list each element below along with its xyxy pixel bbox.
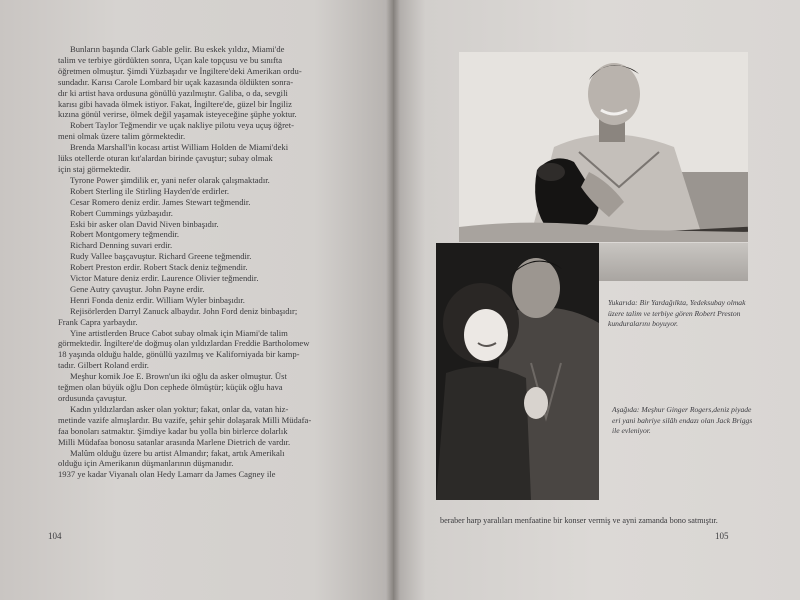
text-line: Victor Mature deniz erdir. Laurence Olivier teğmendir. — [70, 273, 259, 284]
text-line: Rejisörlerden Darryl Zanuck albaydır. John Ford deniz binbaşıdır; — [70, 305, 298, 316]
text-line: görmektedir. İngiltere'de doğmuş olan yıldızlardan Freddie Bartholomew — [58, 338, 310, 349]
text-line: Yine artistlerden Bruce Cabot subay olmak için Miami'de talim — [70, 327, 288, 338]
text-line: 1937 ye kadar Viyanalı olan Hedy Lamarr da James Cagney ile — [58, 469, 276, 480]
text-line: Gene Autry çavuştur. John Payne erdir. — [70, 283, 205, 294]
text-line: Robert Montgomery teğmendir. — [70, 229, 180, 240]
book-gutter — [386, 0, 400, 600]
text-line: Henri Fonda deniz erdir. William Wyler binbaşıdır. — [70, 294, 245, 305]
text-line: olduğu için Amerikanın düşmanlarının düşmanıdır. — [58, 458, 234, 469]
text-line: Milli Müdafaa bonosu satanlar arasında Marlene Dietrich de vardır. — [58, 436, 291, 447]
text-line: teğmen olan büyük oğlu Don cephede ölmüştür; küçük oğlu hava — [58, 382, 283, 393]
text-line: Frank Capra yarbaydır. — [58, 316, 138, 327]
text-line: Kadın yıldızlardan asker olan yoktur; fakat, onlar da, vatan hiz- — [70, 403, 289, 414]
text-line: tadır. Gilbert Roland erdir. — [58, 360, 149, 371]
text-line: Malûm olduğu üzere bu artist Almandır; fakat, artık Amerikalı — [70, 447, 285, 458]
text-line: için staj görmektedir. — [58, 163, 131, 174]
text-line: Rudy Vallee başçavuştur. Richard Greene teğmendir. — [70, 251, 252, 262]
right-page-bottom-text: beraber harp yaralıları menfaatine bir konser vermiş ve ayni zamanda bono satmıştır. — [440, 516, 718, 525]
text-line: Robert Sterling ile Stirling Hayden'de erdirler. — [70, 185, 230, 196]
text-line: öğretmen olmuştur. Şimdi Yüzbaşıdır ve İngiltere'deki Amerikan ordu- — [58, 65, 302, 76]
text-line: kızına gönül verirse, ölmek değil yaşamak isteyeceğine şüphe yoktur. — [58, 109, 297, 120]
text-line: Cesar Romero deniz erdir. James Stewart teğmendir. — [70, 196, 251, 207]
text-line: Robert Cummings yüzbaşıdır. — [70, 207, 173, 218]
text-line: metinde vazife almışlardır. Bu vazife, şehir şehir dolaşarak Milli Müdafa- — [58, 414, 312, 425]
text-line: ordusunda çavuştur. — [58, 393, 127, 403]
text-line: Tyrone Power şimdilik er, yani nefer olarak çalışmaktadır. — [70, 174, 270, 185]
photo-robert-preston — [459, 52, 748, 242]
text-line: 18 yaşında olduğu halde, gönüllü yazılmış ve Kaliforniyada bir kamp- — [58, 349, 300, 360]
photo-ginger-rogers-wedding — [436, 243, 599, 500]
left-page-text — [58, 44, 364, 480]
text-line: meni olmak üzere talim görmektedir. — [58, 131, 186, 142]
text-line: faa bonoları satmaktır. Şimdiye kadar bu yolla bin birlerce dolarlık — [58, 425, 288, 436]
photo-overlap-strip — [599, 243, 748, 281]
right-page-number: 105 — [715, 531, 729, 541]
text-line: sundadır. Karısı Carole Lombard bir uçak kazasında öldükten sonra- — [58, 76, 294, 87]
text-line: Robert Taylor Teğmendir ve uçak nakliye pilotu veya uçuş öğret- — [70, 120, 294, 131]
left-page-number: 104 — [48, 531, 62, 541]
text-line: karısı gibi havada ölmek istiyor. Fakat, İngiltere'de, güzel bir İngiliz — [58, 98, 292, 109]
text-line: Meşhur komik Joe E. Brown'un iki oğlu da asker olmuştur. Üst — [70, 371, 287, 382]
text-line: Brenda Marshall'in kocası artist William Holden de Miami'deki — [70, 142, 289, 153]
text-line: lüks otellerde oturan kıt'alardan birinde çavuştur; subay olmak — [58, 153, 273, 164]
caption-top: Yukarıda: Bir Yardağılkta, Yedeksubay olmak üzere talim ve terbiye gören Robert Preston kunduralarını boyuyor. — [608, 298, 746, 329]
text-line: Bunların başında Clark Gable gelir. Bu eskek yıldız, Miami'de — [70, 44, 285, 54]
text-line: Richard Denning suvari erdir. — [70, 240, 173, 251]
text-line: Robert Preston erdir. Robert Stack deniz teğmendir. — [70, 262, 248, 273]
text-line: talim ve terbiye gördükten sonra, Uçan kale topçusu ve bu sınıfta — [58, 54, 283, 65]
text-line: Eski bir asker olan David Niven binbaşıdır. — [70, 218, 219, 229]
text-line: dır ki artist hava ordusuna gönüllü yazılmıştır. Galiba, o da, sevgili — [58, 87, 288, 98]
caption-bottom: Aşağıda: Meşhur Ginger Rogers,deniz piyade eri yani bahriye silâh endazı olan Jack Briggs ile evleniyor. — [612, 405, 753, 436]
